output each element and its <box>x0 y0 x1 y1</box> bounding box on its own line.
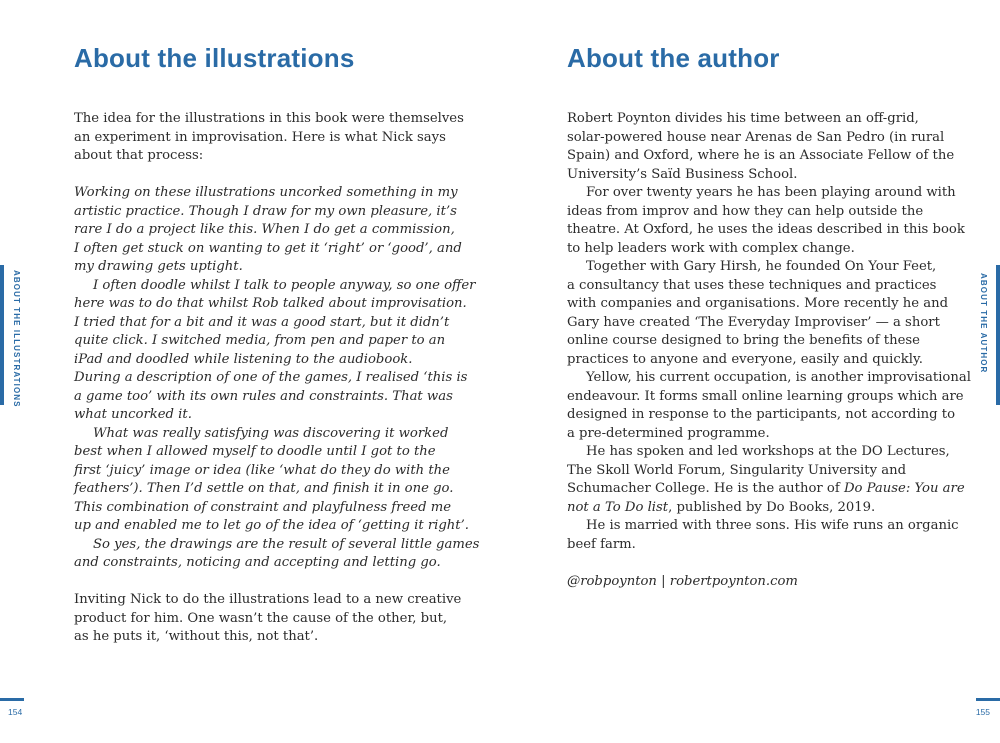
book-title: not a To Do list <box>567 499 669 515</box>
illustrations-body <box>74 110 480 647</box>
quote-paragraph: So yes, the drawings are the result of several little games and constraints, noticing and accepting and letting go. <box>74 536 480 570</box>
author-body <box>567 110 971 591</box>
quote-paragraph: I often doodle whilst I talk to people anyway, so one offer here was to do that whilst Rob talked about improvisation. I tried that for a bit and it was a good start, but it didn’t quite click. I switched media, from pen and paper to an iPad and doodled while listening to the audiobook. During a description of one of the games, I realised ‘this is a game too’ with its own rules and constraints. That was what uncorked it. <box>74 277 476 422</box>
quote-paragraph: What was really satisfying was discovering it worked best when I allowed myself to doodle until I got to the first ‘juicy’ image or idea (like ‘what do they do with the feathers’). Then I’d settle on that, and finish it in one go. This combination of constraint and playfulness freed me up and enabled me to let go of the idea of ‘getting it right’. <box>74 425 469 533</box>
section-tab-marker <box>996 265 1000 405</box>
section-side-label: ABOUT THE ILLUSTRATIONS <box>12 270 21 408</box>
page-title: About the author <box>567 43 780 73</box>
closing-paragraph: Inviting Nick to do the illustrations lead to a new creative product for him. One wasn’t the cause of the other, but, as he puts it, ‘without this, not that’. <box>74 592 462 644</box>
contact-line <box>567 573 939 592</box>
quote-paragraph: Working on these illustrations uncorked something in my artistic practice. Though I draw for my own pleasure, it’s rare I do a project like this. When I do get a commission, I often get stuck on wanting to get it ‘right’ or ‘good’, and my drawing gets uptight. <box>74 185 462 274</box>
bio-paragraph: Together with Gary Hirsh, he founded On Your Feet, a consultancy that uses these techniques and practices with companies and organisations. More recently he and Gary have created ‘The Everyday Improviser’ — a short online course designed to bring the benefits of these practices to anyone and everyone, easily and quickly. <box>567 259 949 367</box>
website-link[interactable]: robertpoynton.com <box>669 573 798 589</box>
page-number: 154 <box>8 707 23 717</box>
page-number: 155 <box>975 707 990 717</box>
book-title: Do Pause: You are <box>843 481 965 496</box>
folio-marker <box>0 698 24 701</box>
bio-paragraph: He is married with three sons. His wife runs an organic beef farm. <box>567 518 959 552</box>
section-tab-marker <box>0 265 4 405</box>
bio-paragraph: Yellow, his current occupation, is another improvisational endeavour. It forms small online learning groups which are designed in response to the participants, not according to a pre-determined programme. <box>567 370 971 441</box>
page-title: About the illustrations <box>74 43 355 73</box>
bio-paragraph: He has spoken and led workshops at the DO Lectures, The Skoll World Forum, Singularity University and Schumacher College. He is the author of Do Pause: You are not a To Do list, published by Do Books, 2019. <box>567 444 965 515</box>
contact-separator: | <box>656 573 670 589</box>
bio-paragraph: Robert Poynton divides his time between an off-grid, solar-powered house near Arenas de San Pedro (in rural Spain) and Oxford, where he is an Associate Fellow of the University’s Saïd Business School. <box>567 111 955 182</box>
bio-paragraph: For over twenty years he has been playing around with ideas from improv and how they can help outside the theatre. At Oxford, he uses the ideas described in this book to help leaders work with complex change. <box>567 185 965 256</box>
right-page <box>500 0 1000 743</box>
section-side-label: ABOUT THE AUTHOR <box>979 273 988 374</box>
intro-paragraph: The idea for the illustrations in this book were themselves an experiment in improvisation. Here is what Nick says about that process: <box>74 111 464 163</box>
folio-marker <box>976 698 1000 701</box>
social-handle[interactable]: @robpoynton <box>567 573 657 589</box>
